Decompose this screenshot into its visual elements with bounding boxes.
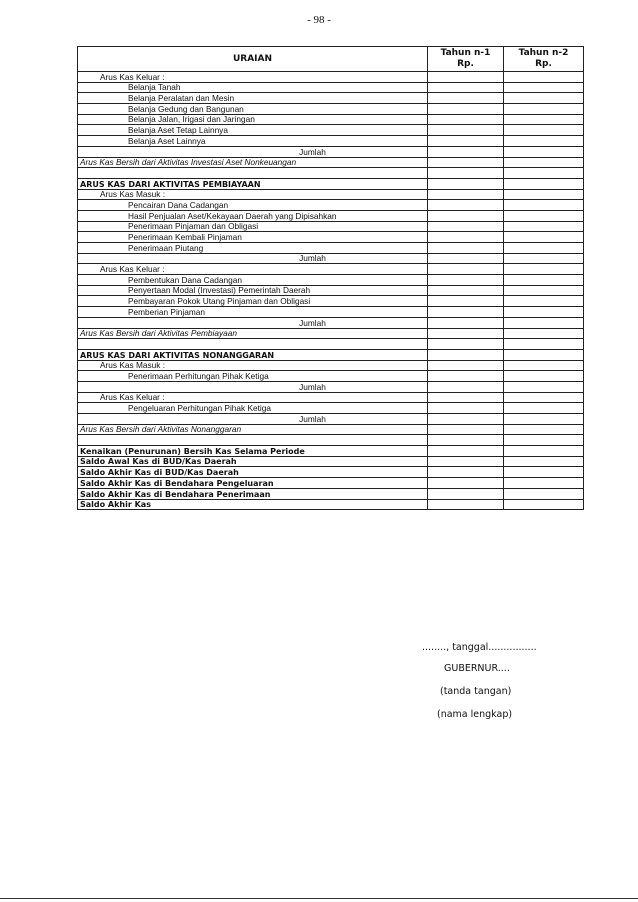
- table-row: [78, 178, 584, 189]
- table-row: [78, 275, 584, 286]
- page-bottom-line: [0, 898, 638, 899]
- table-row: [78, 264, 584, 275]
- cash-flow-table: [77, 46, 584, 510]
- table-row: [78, 221, 584, 232]
- row-label: Penerimaan Pinjaman dan Obligasi: [78, 221, 428, 232]
- row-label: Pemberian Pinjaman: [78, 307, 428, 318]
- row-label: Belanja Gedung dan Bangunan: [78, 104, 428, 115]
- summary-label: Saldo Akhir Kas di BUD/Kas Daerah: [78, 467, 428, 478]
- spacer-row: [78, 168, 584, 179]
- table-row: [78, 200, 584, 211]
- signature-name: (nama lengkap): [437, 709, 513, 720]
- page-number: - 98 -: [307, 14, 331, 26]
- section-title: ARUS KAS DARI AKTIVITAS NONANGGARAN: [78, 349, 428, 360]
- row-label: Belanja Tanah: [78, 82, 428, 93]
- header-tahun-n2: Tahun n-2 Rp.: [504, 47, 584, 72]
- table-row: [78, 414, 584, 425]
- summary-row: [78, 467, 584, 478]
- row-label: Pencairan Dana Cadangan: [78, 200, 428, 211]
- row-label: Penerimaan Perhitungan Pihak Ketiga: [78, 371, 428, 382]
- row-label: Arus Kas Keluar :: [78, 264, 428, 275]
- table-row: [78, 157, 584, 168]
- summary-row: [78, 488, 584, 499]
- summary-row: [78, 446, 584, 457]
- table-row: [78, 403, 584, 414]
- table-row: [78, 125, 584, 136]
- total-label: Jumlah: [78, 414, 428, 425]
- summary-label: Saldo Akhir Kas di Bendahara Penerimaan: [78, 488, 428, 499]
- summary-label: Saldo Akhir Kas di Bendahara Pengeluaran: [78, 478, 428, 489]
- table-row: [78, 253, 584, 264]
- signature-title: GUBERNUR....: [444, 663, 510, 674]
- row-label: Pengeluaran Perhitungan Pihak Ketiga: [78, 403, 428, 414]
- table-row: [78, 82, 584, 93]
- header-tahun-n1: Tahun n-1 Rp.: [428, 47, 504, 72]
- header-uraian: URAIAN: [78, 47, 428, 72]
- row-label: Penerimaan Piutang: [78, 243, 428, 254]
- total-label: Jumlah: [78, 381, 428, 392]
- summary-row: [78, 456, 584, 467]
- table-row: [78, 317, 584, 328]
- signature-date: ........, tanggal................: [422, 642, 537, 653]
- summary-label: Saldo Awal Kas di BUD/Kas Daerah: [78, 456, 428, 467]
- total-label: Jumlah: [78, 317, 428, 328]
- total-label: Jumlah: [78, 253, 428, 264]
- summary-label: Kenaikan (Penurunan) Bersih Kas Selama Periode: [78, 446, 428, 457]
- spacer-row: [78, 435, 584, 446]
- table-row: [78, 210, 584, 221]
- table-row: [78, 424, 584, 435]
- summary-label: Saldo Akhir Kas: [78, 499, 428, 510]
- row-label: Belanja Aset Lainnya: [78, 136, 428, 147]
- row-label: Pembayaran Pokok Utang Pinjaman dan Obligasi: [78, 296, 428, 307]
- row-label: Arus Kas Masuk :: [78, 189, 428, 200]
- table-row: [78, 146, 584, 157]
- total-label: Jumlah: [78, 146, 428, 157]
- row-label: Arus Kas Keluar :: [78, 72, 428, 83]
- table-row: [78, 104, 584, 115]
- table-row: [78, 243, 584, 254]
- row-label: Arus Kas Keluar :: [78, 392, 428, 403]
- row-label: Arus Kas Masuk :: [78, 360, 428, 371]
- row-label: Belanja Peralatan dan Mesin: [78, 93, 428, 104]
- table-row: [78, 285, 584, 296]
- table-row: [78, 349, 584, 360]
- net-cash-label: Arus Kas Bersih dari Aktivitas Nonanggaran: [78, 424, 428, 435]
- table-row: [78, 232, 584, 243]
- row-label: Belanja Aset Tetap Lainnya: [78, 125, 428, 136]
- row-label: Penerimaan Kembali Pinjaman: [78, 232, 428, 243]
- table-row: [78, 392, 584, 403]
- table-row: [78, 381, 584, 392]
- signature-placeholder: (tanda tangan): [440, 686, 512, 697]
- table-row: [78, 307, 584, 318]
- net-cash-label: Arus Kas Bersih dari Aktivitas Investasi Aset Nonkeuangan: [78, 157, 428, 168]
- summary-row: [78, 499, 584, 510]
- table-row: [78, 72, 584, 83]
- table-row: [78, 371, 584, 382]
- row-label: Pembentukan Dana Cadangan: [78, 275, 428, 286]
- spacer-row: [78, 339, 584, 350]
- table-row: [78, 360, 584, 371]
- row-label: Hasil Penjualan Aset/Kekayaan Daerah yang Dipisahkan: [78, 210, 428, 221]
- row-label: Penyertaan Modal (Investasi) Pemerintah Daerah: [78, 285, 428, 296]
- table-row: [78, 296, 584, 307]
- table-row: [78, 93, 584, 104]
- section-title: ARUS KAS DARI AKTIVITAS PEMBIAYAAN: [78, 178, 428, 189]
- table-row: [78, 114, 584, 125]
- summary-row: [78, 478, 584, 489]
- table-row: [78, 328, 584, 339]
- table-row: [78, 189, 584, 200]
- net-cash-label: Arus Kas Bersih dari Aktivitas Pembiayaan: [78, 328, 428, 339]
- row-label: Belanja Jalan, Irigasi dan Jaringan: [78, 114, 428, 125]
- table-header-row: [78, 47, 584, 72]
- table-row: [78, 136, 584, 147]
